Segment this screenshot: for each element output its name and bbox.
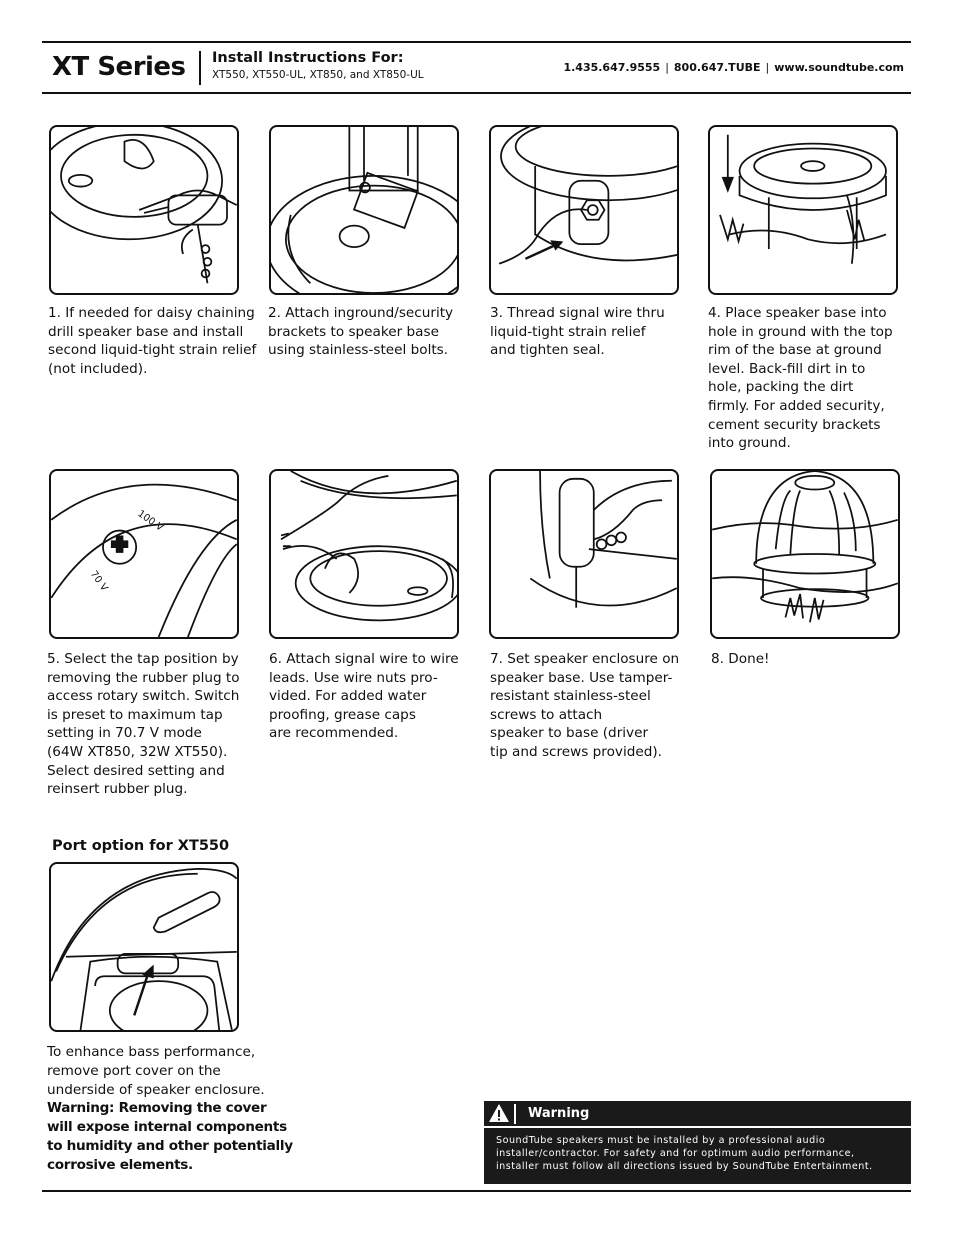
warning-title: Warning	[528, 1106, 590, 1121]
header-separator	[199, 51, 201, 85]
port-option-illustration	[49, 862, 239, 1032]
step-3-illustration	[489, 125, 679, 295]
contact-separator: |	[765, 61, 770, 74]
header-top-rule	[42, 41, 911, 43]
series-title: XT Series	[52, 52, 186, 82]
step-6-text: 6. Attach signal wire to wire leads. Use wire nuts pro- vided. For added water proofing, grease caps are recommended.	[269, 651, 459, 742]
step-4-illustration	[708, 125, 898, 295]
step-3-text: 3. Thread signal wire thru liquid-tight strain relief and tighten seal.	[490, 305, 665, 359]
step-8-text: 8. Done!	[711, 651, 770, 667]
step-1-illustration	[49, 125, 239, 295]
warning-body: SoundTube speakers must be installed by a professional audio installer/contractor. For safety and for optimum audio performance, installer must follow all directions issued by SoundTube Entertainment.	[496, 1135, 873, 1172]
warning-separator	[514, 1104, 516, 1124]
step-2-text: 2. Attach inground/security brackets to speaker base using stainless-steel bolts.	[268, 305, 454, 359]
step-7-illustration	[489, 469, 679, 639]
website: www.soundtube.com	[774, 61, 904, 74]
step-8-illustration	[710, 469, 900, 639]
tap-70v-label: 70 V	[87, 568, 110, 594]
phone-number-alt: 800.647.TUBE	[673, 61, 761, 74]
phone-number: 1.435.647.9555	[563, 61, 661, 74]
port-option-heading: Port option for XT550	[52, 838, 230, 854]
contact-info	[563, 61, 904, 74]
step-4-text: 4. Place speaker base into hole in ground with the top rim of the base at ground level. Back-fill dirt in to hole, packing the dirt firmly. For added security, cement security brackets into ground.	[708, 305, 893, 452]
step-6-illustration	[269, 469, 459, 639]
step-5-text: 5. Select the tap position by removing the rubber plug to access rotary switch. Switch is preset to maximum tap setting in 70.7 V mode (64W XT850, 32W XT550). Select desired setting and reinsert rubber plug.	[47, 651, 240, 798]
warning-header	[484, 1101, 911, 1128]
port-warning-text: Warning: Removing the cover	[47, 1100, 267, 1117]
port-option-text: To enhance bass performance, remove port cover on the underside of speaker enclosure. Warning: Removing the cover will expose internal components to humidity and other potentially corrosive elements.	[47, 1044, 293, 1173]
model-list: XT550, XT550-UL, XT850, and XT850-UL	[212, 69, 424, 81]
warning-box	[484, 1101, 911, 1184]
step-1-text: 1. If needed for daisy chaining drill speaker base and install second liquid-tight strain relief (not included).	[48, 305, 257, 377]
footer-rule	[42, 1190, 911, 1192]
contact-separator: |	[665, 61, 669, 74]
warning-triangle-icon	[484, 1101, 514, 1126]
tap-100v-label: 100 V	[135, 508, 166, 534]
header-bottom-rule	[42, 92, 911, 94]
install-label: Install Instructions For:	[212, 50, 404, 66]
step-2-illustration	[269, 125, 459, 295]
step-7-text: 7. Set speaker enclosure on speaker base. Use tamper- resistant stainless-steel screws to attach speaker to base (driver tip and screws provided).	[490, 651, 680, 760]
step-5-illustration	[49, 469, 239, 639]
